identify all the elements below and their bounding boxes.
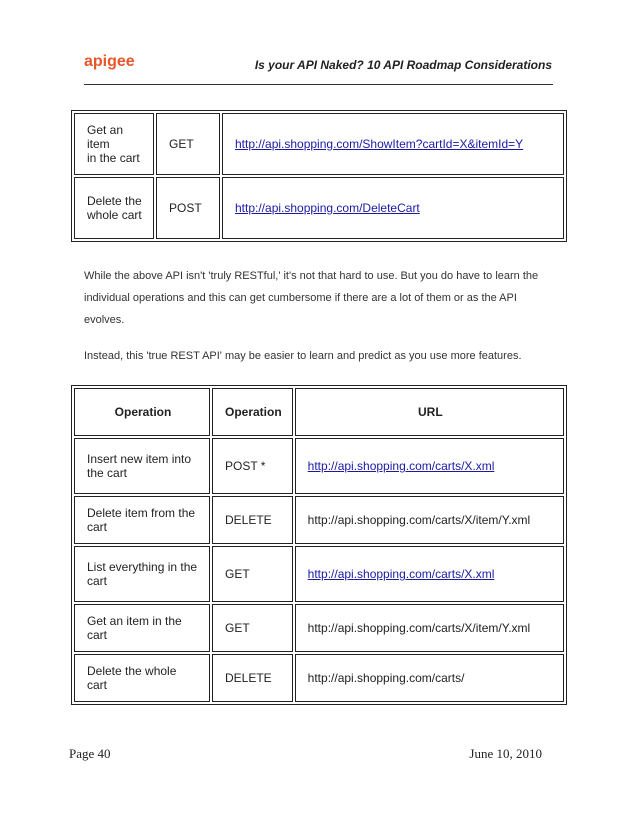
page-number: Page 40	[69, 746, 111, 761]
paragraph: While the above API isn't 'truly RESTful,' it's not that hard to use. But you do have to learn the individual operations and this can get cumbersome if there are a lot of them or as the API evolves.	[84, 270, 539, 326]
url-cell: http://api.shopping.com/carts/	[295, 654, 564, 702]
table-row	[74, 496, 564, 544]
footer-date: June 10, 2010	[469, 746, 542, 761]
url-link[interactable]: http://api.shopping.com/DeleteCart	[235, 201, 420, 215]
method-cell: POST	[156, 177, 220, 239]
url-cell	[222, 177, 564, 239]
method-cell: GET	[156, 113, 220, 175]
method-cell: DELETE	[212, 496, 293, 544]
method-cell: GET	[212, 546, 293, 602]
rpc-api-table	[71, 110, 567, 242]
table-row	[74, 546, 564, 602]
method-cell: GET	[212, 604, 293, 652]
header-cell: URL	[295, 388, 564, 436]
method-cell: DELETE	[212, 654, 293, 702]
url-link[interactable]: http://api.shopping.com/carts/X.xml	[307, 459, 495, 473]
method-cell: POST *	[212, 438, 293, 494]
operation-cell: List everything in the cart	[74, 546, 210, 602]
url-link[interactable]: http://api.shopping.com/ShowItem?cartId=X&itemId=Y	[235, 137, 524, 151]
url-cell: http://api.shopping.com/carts/X/item/Y.xml	[295, 604, 564, 652]
logo-text: apigee	[84, 53, 135, 70]
document-header-title: Is your API Naked? 10 API Roadmap Considerations	[254, 58, 552, 72]
url-link[interactable]: http://api.shopping.com/carts/X.xml	[307, 567, 495, 581]
table-row	[74, 654, 564, 702]
operation-cell: Get an item in the cart	[74, 113, 154, 175]
header-divider	[84, 84, 553, 85]
url-cell	[295, 546, 564, 602]
url-cell: http://api.shopping.com/carts/X/item/Y.xml	[295, 496, 564, 544]
table-header-row	[74, 388, 564, 436]
operation-cell: Delete the whole cart	[74, 177, 154, 239]
operation-cell: Delete the whole cart	[74, 654, 210, 702]
apigee-logo-mark	[84, 51, 144, 73]
apigee-logo	[84, 51, 144, 73]
table-row	[74, 177, 564, 239]
table-row	[74, 113, 564, 175]
table-row	[74, 604, 564, 652]
operation-cell: Insert new item into the cart	[74, 438, 210, 494]
header-cell: Operation	[74, 388, 210, 436]
url-cell	[295, 438, 564, 494]
operation-cell: Get an item in the cart	[74, 604, 210, 652]
header-cell: Operation	[212, 388, 293, 436]
operation-cell: Delete item from the cart	[74, 496, 210, 544]
url-cell	[222, 113, 564, 175]
rest-api-table	[71, 385, 567, 705]
paragraph: Instead, this 'true REST API' may be easier to learn and predict as you use more features.	[84, 350, 522, 362]
table-row	[74, 438, 564, 494]
